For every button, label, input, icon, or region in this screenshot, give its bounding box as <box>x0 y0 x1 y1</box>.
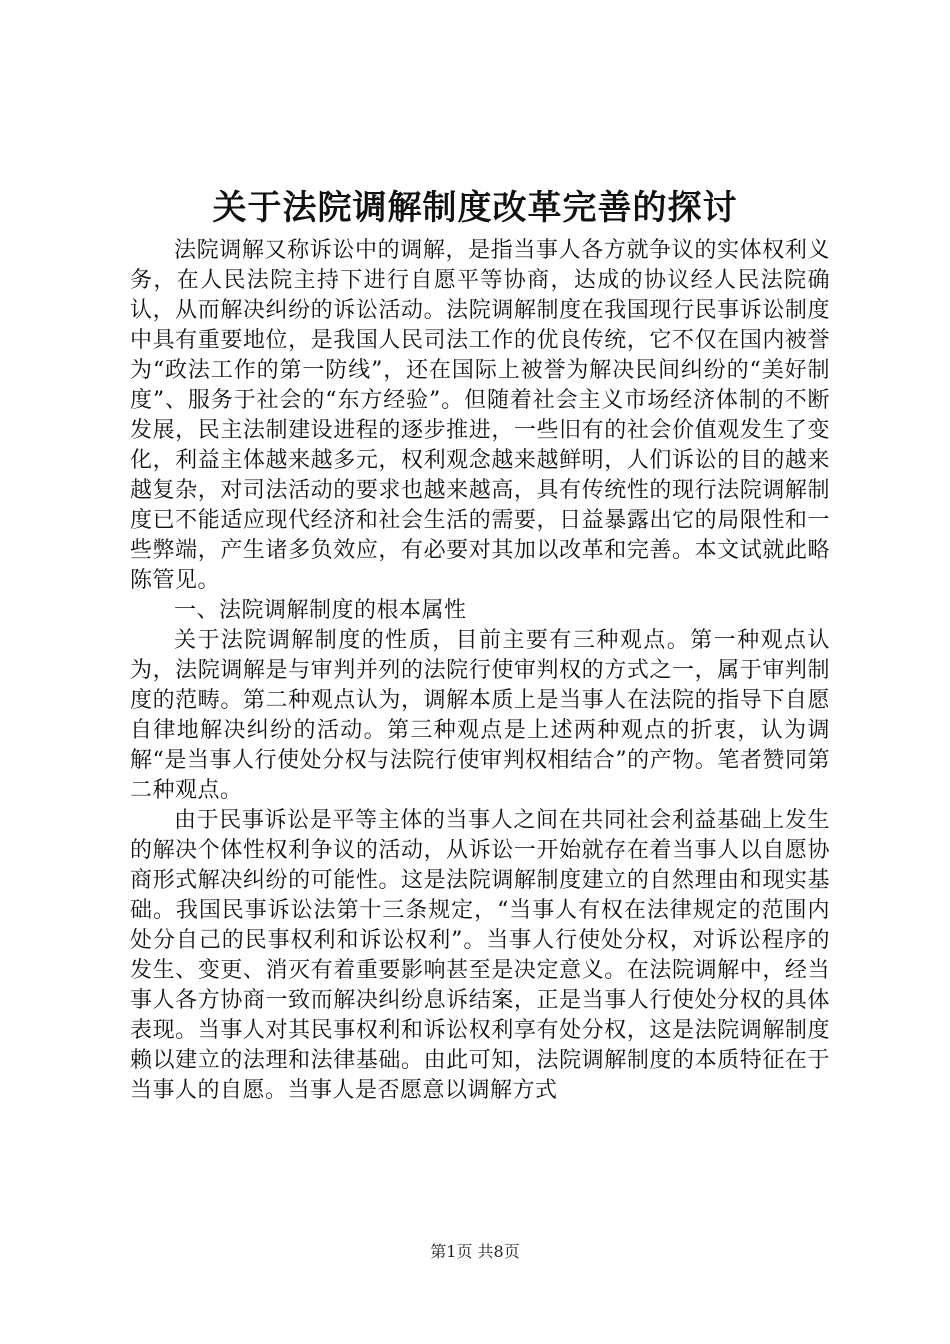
paragraph-analysis: 由于民事诉讼是平等主体的当事人之间在共同社会利益基础上发生的解决个体性权利争议的活动，从诉讼一开始就存在着当事人以自愿协商形式解决纠纷的可能性。这是法院调解制度建立的自然理由和现实基础。我国民事诉讼法第十三条规定，“当事人有权在法律规定的范围内处分自己的民事权利和诉讼权利”。当事人行使处分权，对诉讼程序的发生、变更、消灭有着重要影响甚至是决定意义。在法院调解中，经当事人各方协商一致而解决纠纷息诉结案，正是当事人行使处分权的具体表现。当事人对其民事权利和诉讼权利享有处分权，这是法院调解制度赖以建立的法理和法律基础。由此可知，法院调解制度的本质特征在于当事人的自愿。当事人是否愿意以调解方式 <box>130 808 830 1103</box>
document-body <box>130 236 830 1106</box>
document-title: 关于法院调解制度改革完善的探讨 <box>212 188 738 228</box>
paragraph-intro: 法院调解又称诉讼中的调解，是指当事人各方就争议的实体权利义务，在人民法院主持下进行自愿平等协商，达成的协议经人民法院确认，从而解决纠纷的诉讼活动。法院调解制度在我国现行民事诉讼制度中具有重要地位，是我国人民司法工作的优良传统，它不仅在国内被誉为“政法工作的第一防线”，还在国际上被誉为解决民间纠纷的“美好制度”、服务于社会的“东方经验”。但随着社会主义市场经济体制的不断发展，民主法制建设进程的逐步推进，一些旧有的社会价值观发生了变化，利益主体越来越多元，权利观念越来越鲜明，人们诉讼的目的越来越复杂，对司法活动的要求也越来越高，具有传统性的现行法院调解制度已不能适应现代经济和社会生活的需要，日益暴露出它的局限性和一些弊端，产生诸多负效应，有必要对其加以改革和完善。本文试就此略陈管见。 <box>130 238 830 593</box>
paragraph-views: 关于法院调解制度的性质，目前主要有三种观点。第一种观点认为，法院调解是与审判并列的法院行使审判权的方式之一，属于审判制度的范畴。第二种观点认为，调解本质上是当事人在法院的指导下自愿自律地解决纠纷的活动。第三种观点是上述两种观点的折衷，认为调解“是当事人行使处分权与法院行使审判权相结合”的产物。笔者赞同第二种观点。 <box>130 628 830 803</box>
section-heading-1: 一、法院调解制度的根本属性 <box>174 598 467 623</box>
page-footer: 第1页 共8页 <box>430 1242 520 1261</box>
